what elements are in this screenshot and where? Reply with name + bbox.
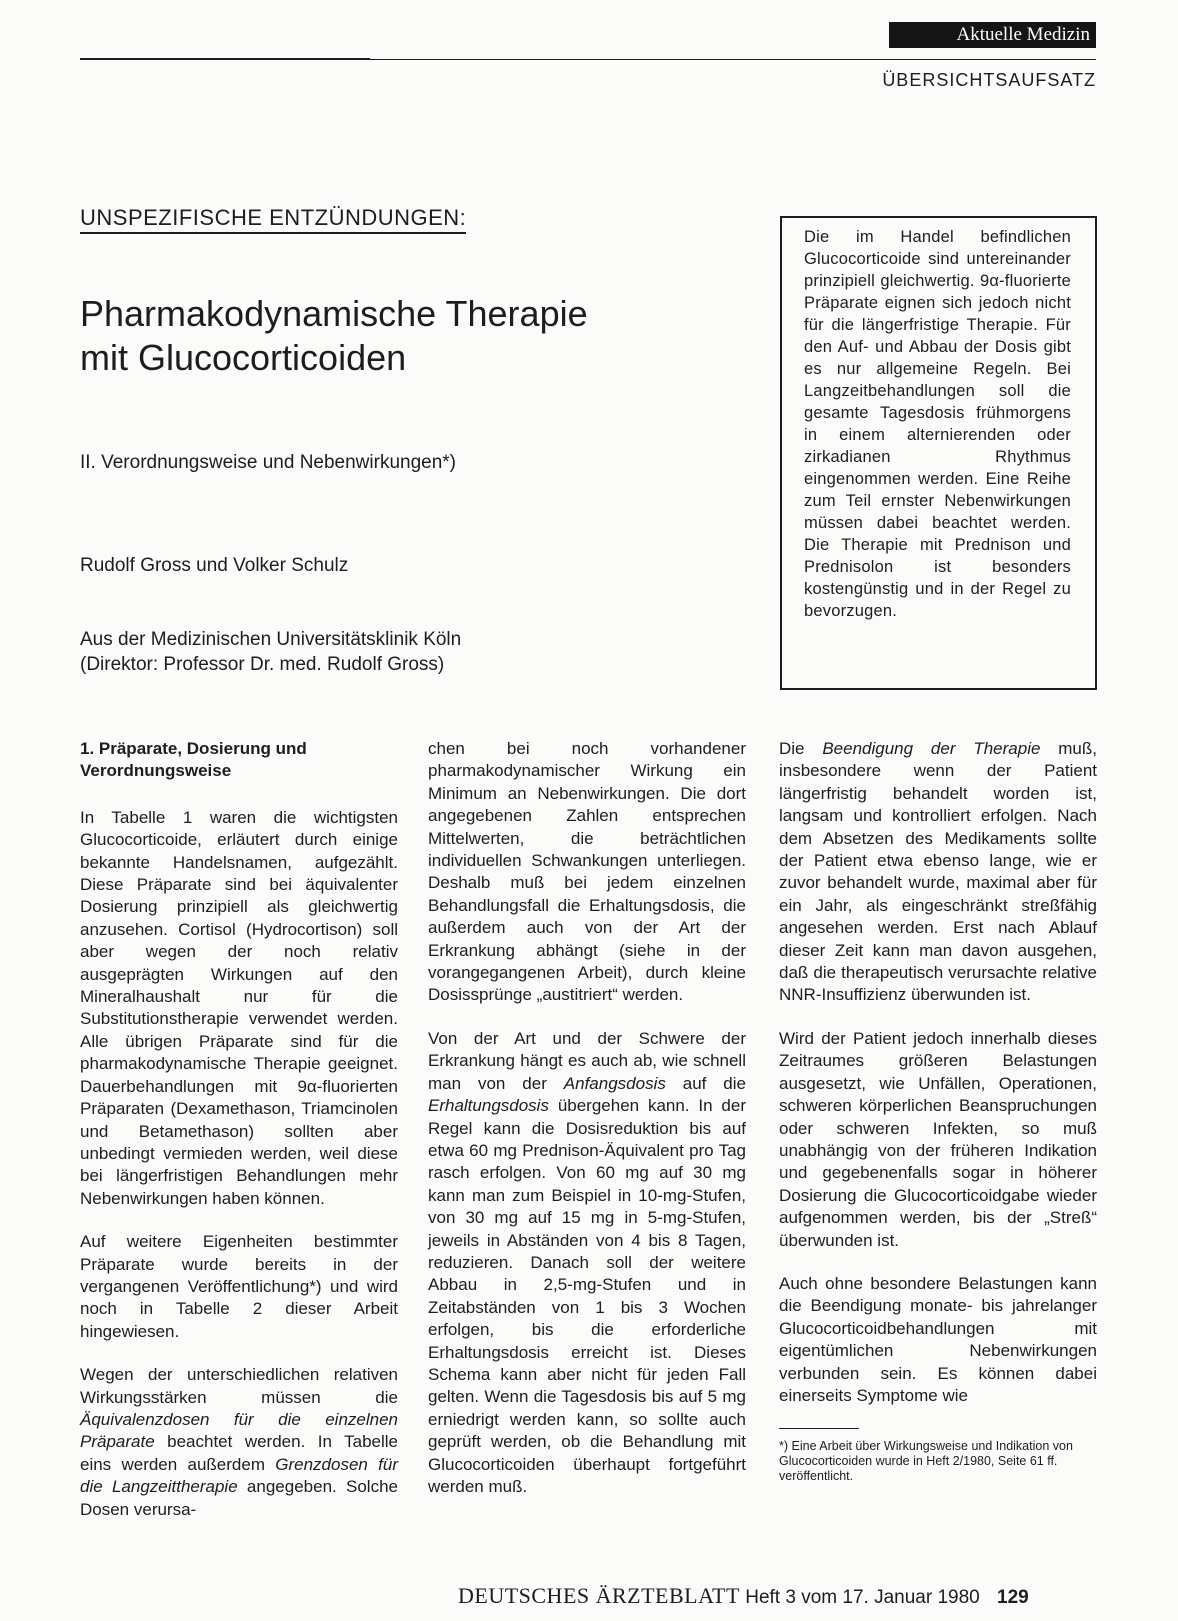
affiliation-line-1: Aus der Medizinischen Universitätsklinik Köln [80, 629, 462, 650]
section-tag: Aktuelle Medizin [889, 22, 1096, 48]
article-authors: Rudolf Gross und Volker Schulz [80, 555, 349, 576]
header-rule-thin [370, 59, 1096, 60]
journal-name: DEUTSCHES ÄRZTEBLATT [458, 1583, 740, 1608]
paragraph: Wird der Patient jedoch innerhalb dieses Zeitraumes größeren Belastungen ausgesetzt, wie Unfällen, Operationen, schweren körperlichen Beanspruchungen oder schweren Infekten, so muß unabhängig von der früheren Indikation und gegebenenfalls sogar in höherer Dosierung die Glucocorticoidgabe wieder aufgenommen werden, bis der „Streß“ überwunden ist. [779, 1028, 1097, 1250]
title-line-1: Pharmakodynamische Therapie [80, 293, 588, 334]
paragraph: chen bei noch vorhandener pharmakodynamischer Wirkung ein Minimum an Nebenwirkungen. Die dort angegebenen Zahlen entsprechen Mittelwerten, die beträchtlichen individuellen Schwankungen unterliegen. Deshalb muß bei jedem einzelnen Behandlungsfall die Erhaltungsdosis, die außerdem auch von der Art der Erkrankung abhängt (siehe in der vorangegangenen Arbeit), durch kleine Dosissprünge „austitriert“ werden. [428, 739, 746, 1005]
paragraph: Wegen der unterschiedlichen relativen Wirkungsstärken müssen die Äquivalenzdosen für die einzelnen Präparate beachtet werden. In Tabelle eins werden außerdem Grenzdosen für die Langzeittherapie angegeben. Solche Dosen verursa- [80, 1365, 398, 1519]
issue-info: Heft 3 vom 17. Januar 1980 [745, 1587, 980, 1608]
article-subtitle: II. Verordnungsweise und Nebenwirkungen*) [80, 452, 457, 473]
footnote-rule [779, 1428, 859, 1429]
body-column-2 [428, 738, 746, 1519]
article-type: ÜBERSICHTSAUFSATZ [882, 70, 1096, 90]
body-column-1 [80, 738, 398, 1542]
footnote: *) Eine Arbeit über Wirkungsweise und Indikation von Glucocorticoiden wurde in Heft 2/1980, Seite 61 ff. veröffentlicht. [779, 1439, 1073, 1484]
summary-box: Die im Handel befindlichen Glucocorticoide sind untereinander prinzipiell gleichwertig. 9α-fluorierte Präparate eignen sich jedoch nicht für die längerfristige Therapie. Für den Auf- und Abbau der Dosis gibt es nur allgemeine Regeln. Bei Langzeitbehandlungen soll die gesamte Tagesdosis frühmorgens in einem alternierenden oder zirkadianen Rhythmus eingenommen werden. Eine Reihe zum Teil ernster Nebenwirkungen müssen dabei beachtet werden. Die Therapie mit Prednison und Prednisolon ist besonders kostengünstig und in der Regel zu bevorzugen. [780, 216, 1097, 690]
page-footer [458, 1583, 1029, 1609]
affiliation-line-2: (Direktor: Professor Dr. med. Rudolf Gross) [80, 654, 445, 675]
header-rule-thick [80, 58, 370, 60]
article-affiliation [80, 627, 461, 677]
article-title [80, 292, 588, 380]
paragraph: Auch ohne besondere Belastungen kann die Beendigung monate- bis jahrelanger Glucocorticoidbehandlungen mit eigentümlichen Nebenwirkungen verbunden sein. Es können dabei einerseits Symptome wie [779, 1273, 1097, 1405]
paragraph: In Tabelle 1 waren die wichtigsten Glucocorticoide, erläutert durch einige bekannte Handelsnamen, aufgezählt. Diese Präparate sind bei äquivalenter Dosierung prinzipiell als gleichwertig anzusehen. Cortisol (Hydrocortison) soll aber wegen der noch relativ ausgeprägten Wirkungen auf den Mineralhaushalt nur für die Substitutionstherapie verwendet werden. Alle übrigen Präparate sind für die pharmakodynamische Therapie geeignet. Dauerbehandlungen mit 9α-fluorierten Präparaten (Dexamethason, Triamcinolen und Betamethason) sollten aber unbedingt vermieden werden, weil diese bei längerfristigen Behandlungen mehr Nebenwirkungen haben können. [80, 807, 398, 1208]
body-column-3 [779, 738, 1097, 1484]
page-number: 129 [997, 1587, 1029, 1608]
article-kicker: UNSPEZIFISCHE ENTZÜNDUNGEN: [80, 205, 466, 234]
paragraph: Auf weitere Eigenheiten bestimmter Präparate wurde bereits in der vergangenen Veröffentlichung*) und wird noch in Tabelle 2 dieser Arbeit hingewiesen. [80, 1232, 398, 1341]
title-line-2: mit Glucocorticoiden [80, 337, 407, 378]
section-heading: 1. Präparate, Dosierung und Verordnungsweise [80, 739, 307, 781]
paragraph: Von der Art und der Schwere der Erkrankung hängt es auch ab, wie schnell man von der Anfangsdosis auf die Erhaltungsdosis übergehen kann. In der Regel kann die Dosisreduktion bis auf etwa 60 mg Prednison-Äquivalent pro Tag rasch erfolgen. Von 60 mg auf 30 mg kann man zum Beispiel in 10-mg-Stufen, von 30 mg auf 15 mg in 5-mg-Stufen, jeweils in Abständen von 4 bis 8 Tagen, reduzieren. Danach soll der weitere Abbau in 2,5-mg-Stufen und in Zeitabständen von 1 bis 3 Wochen erfolgen, bis die erforderliche Erhaltungsdosis erreicht ist. Dieses Schema kann aber nicht für jeden Fall gelten. Wenn die Tagesdosis bis auf 5 mg erniedrigt werden kann, so sollte auch geprüft werden, ob die Behandlung mit Glucocorticoiden überhaupt fortgeführt werden muß. [428, 1028, 746, 1496]
paragraph: Die Beendigung der Therapie muß, insbesondere wenn der Patient längerfristig behandelt worden ist, langsam und kontrolliert erfolgen. Nach dem Absetzen des Medikaments sollte der Patient etwa ebenso lange, wie er zuvor behandelt wurde, maximal aber für ein Jahr, als eingeschränkt streßfähig angesehen werden. Erst nach Ablauf dieser Zeit kann man davon ausgehen, daß die therapeutisch verursachte relative NNR-Insuffizienz überwunden ist. [779, 739, 1097, 1005]
